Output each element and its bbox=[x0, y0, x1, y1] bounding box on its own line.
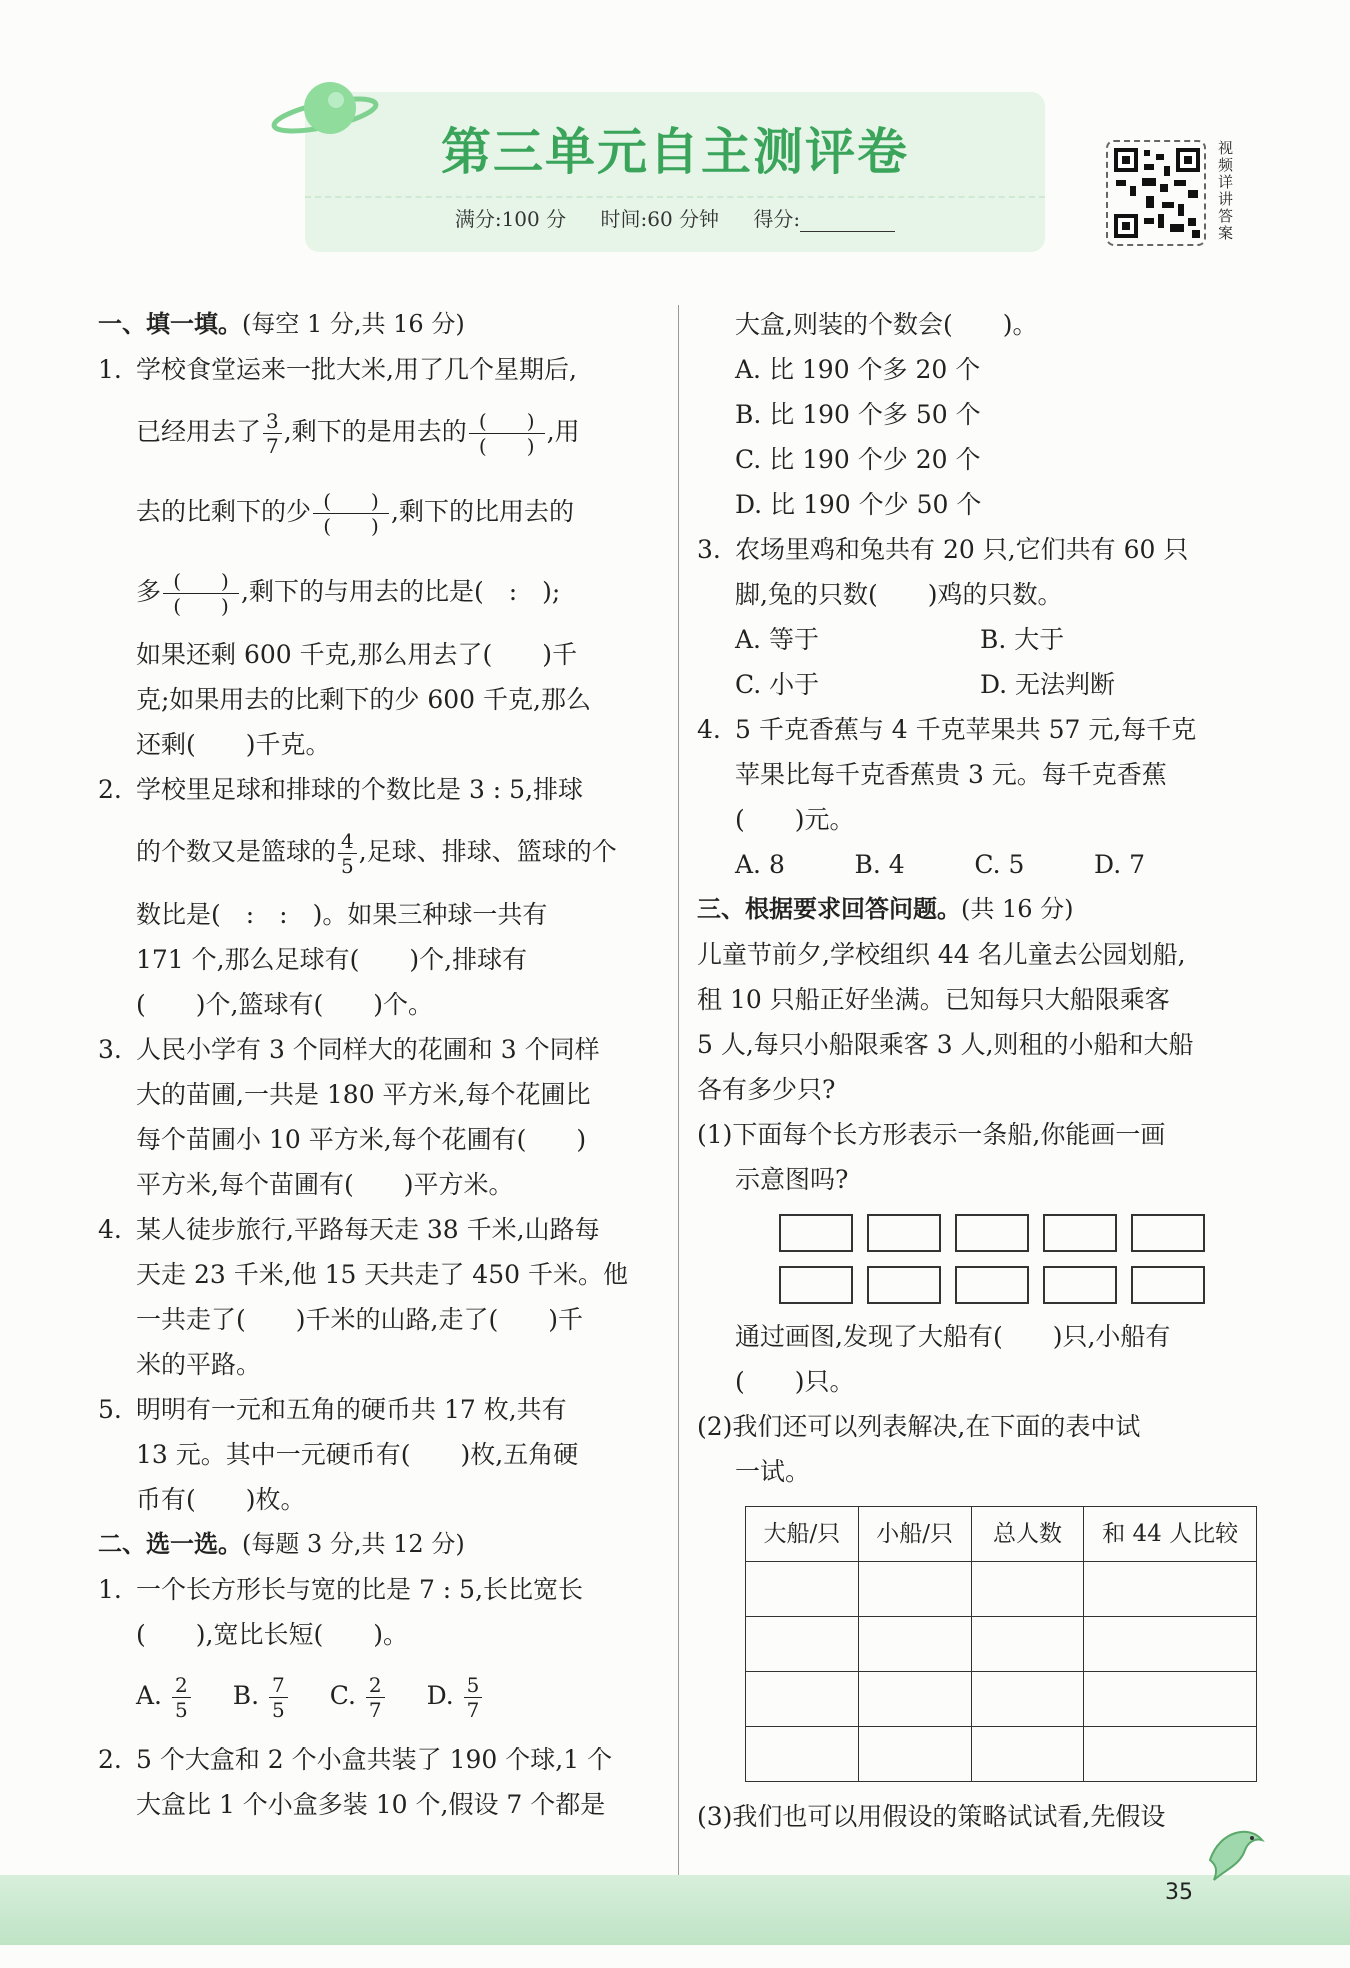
boat-box[interactable] bbox=[955, 1266, 1029, 1304]
boat-box[interactable] bbox=[867, 1214, 941, 1252]
boat-box[interactable] bbox=[779, 1214, 853, 1252]
fraction-blank[interactable]: $\frac{( )}{( )}$ bbox=[469, 409, 545, 458]
table-header: 小船/只 bbox=[858, 1507, 971, 1562]
table-row[interactable] bbox=[746, 1562, 1257, 1617]
answer-table bbox=[745, 1506, 1257, 1782]
time-limit: 时间:60 分钟 bbox=[600, 207, 720, 231]
fraction-blank[interactable]: $\frac{( )}{( )}$ bbox=[313, 489, 389, 538]
option-c[interactable]: C. 5 bbox=[974, 850, 1025, 879]
score-field[interactable] bbox=[800, 213, 895, 232]
banner-divider bbox=[305, 196, 1045, 198]
option-c[interactable]: C. 比 190 个少 20 个 bbox=[735, 445, 981, 474]
column-divider bbox=[678, 305, 679, 1880]
question-2-2-continued: 大盒,则装的个数会( )。 bbox=[735, 310, 1038, 339]
table-header: 总人数 bbox=[971, 1507, 1084, 1562]
boat-box[interactable] bbox=[1043, 1266, 1117, 1304]
page-number: 35 bbox=[1165, 1880, 1193, 1905]
full-score: 满分:100 分 bbox=[454, 207, 567, 231]
question-1-2: 2. 学校里足球和排球的个数比是 3 : 5,排球 的个数又是篮球的 $\frac{4}{5}$ ,足球、排球、篮球的个 数比是( : : )。如果三种球一共有 171 个,那么足球有( )个,排球有 ( )个,篮球有( )个。 bbox=[98, 775, 617, 1019]
question-1-1: 1. 学校食堂运来一批大米,用了几个星期后, 已经用去了 $\frac{3}{7}$ ,剩下的是用去的 $\frac{( )}{( )}$ ,用 去的比剩下的少 $\frac{( )}{( )}$ ,剩下的比用去的 多 $\frac{( )}{( )}$ ,剩下的与用去的比是( : ); 如果还剩 600 千克,那么用去了( )千 克;如果用去的比剩下的少 600 千克,那么 还剩( )千克。 bbox=[98, 355, 591, 759]
score-label: 得分: bbox=[753, 207, 801, 231]
footer-band bbox=[0, 1875, 1350, 1945]
question-1-5: 5. 明明有一元和五角的硬币共 17 枚,共有 13 元。其中一元硬币有( )枚,五角硬 币有( )枚。 bbox=[98, 1395, 579, 1514]
question-1-3: 3. 人民小学有 3 个同样大的花圃和 3 个同样 大的苗圃,一共是 180 平方米,每个花圃比 每个苗圃小 10 平方米,每个花圃有( ) 平方米,每个苗圃有( )平方米。 bbox=[98, 1035, 600, 1199]
right-column bbox=[697, 302, 1257, 1839]
left-column bbox=[98, 302, 658, 1827]
option-a[interactable]: A. 8 bbox=[735, 850, 785, 879]
boat-box[interactable] bbox=[779, 1266, 853, 1304]
option-b[interactable]: B. 大于 bbox=[980, 625, 1065, 654]
table-row[interactable] bbox=[746, 1727, 1257, 1782]
option-c[interactable]: C. $\frac{2}{7}$ bbox=[330, 1673, 387, 1722]
boat-box[interactable] bbox=[955, 1214, 1029, 1252]
option-d[interactable]: D. $\frac{5}{7}$ bbox=[427, 1673, 485, 1722]
fraction: $\frac{4}{5}$ bbox=[338, 829, 357, 878]
table-row[interactable] bbox=[746, 1672, 1257, 1727]
option-b[interactable]: B. 4 bbox=[854, 850, 905, 879]
option-b[interactable]: B. $\frac{7}{5}$ bbox=[233, 1673, 290, 1722]
qr-code[interactable] bbox=[1106, 140, 1206, 246]
fraction: $\frac{3}{7}$ bbox=[263, 409, 282, 458]
boat-box[interactable] bbox=[1131, 1214, 1205, 1252]
boat-boxes[interactable] bbox=[779, 1214, 1257, 1304]
fraction-blank[interactable]: $\frac{( )}{( )}$ bbox=[163, 569, 239, 618]
question-2-1: 1. 一个长方形长与宽的比是 7 : 5,长比宽长 ( ),宽比长短( )。 A. $\frac{2}{5}$ B. $\frac{7}{5}$ C. $\frac{2}{7}$ D. $\frac{5}{7}$ bbox=[98, 1567, 658, 1737]
dolphin-icon bbox=[1200, 1820, 1270, 1890]
boat-box[interactable] bbox=[867, 1266, 941, 1304]
question-2-3: 3. 农场里鸡和兔共有 20 只,它们共有 60 只 脚,兔的只数( )鸡的只数。 A. 等于 B. 大于 C. 小于 D. 无法判断 bbox=[697, 527, 1257, 707]
exam-meta bbox=[305, 203, 1045, 232]
sub-question-1: (1)下面每个长方形表示一条船,你能画一画 示意图吗? 通过画图,发现了大船有( )只,小船有 ( )只。 bbox=[697, 1112, 1257, 1404]
qr-code-icon bbox=[1114, 148, 1200, 238]
option-a[interactable]: A. 等于 bbox=[735, 625, 819, 654]
option-c[interactable]: C. 小于 bbox=[735, 670, 820, 699]
option-b[interactable]: B. 比 190 个多 50 个 bbox=[735, 400, 981, 429]
boat-box[interactable] bbox=[1131, 1266, 1205, 1304]
table-row[interactable] bbox=[746, 1617, 1257, 1672]
section-3-heading: 三、根据要求回答问题。(共 16 分) bbox=[697, 895, 1074, 923]
page-title: 第三单元自主测评卷 bbox=[441, 123, 909, 181]
table-header: 大船/只 bbox=[746, 1507, 859, 1562]
table-header: 和 44 人比较 bbox=[1084, 1507, 1257, 1562]
option-d[interactable]: D. 无法判断 bbox=[980, 670, 1116, 699]
sub-question-3: (3)我们也可以用假设的策略试试看,先假设 bbox=[697, 1802, 1166, 1831]
qr-caption: 视频详讲答案 bbox=[1218, 139, 1234, 242]
section-1-heading: 一、填一填。(每空 1 分,共 16 分) bbox=[98, 310, 465, 338]
option-d[interactable]: D. 7 bbox=[1094, 850, 1145, 879]
question-2-4: 4. 5 千克香蕉与 4 千克苹果共 57 元,每千克 苹果比每千克香蕉贵 3 元。每千克香蕉 ( )元。 A. 8 B. 4 C. 5 D. 7 bbox=[697, 707, 1257, 887]
question-1-4: 4. 某人徒步旅行,平路每天走 38 千米,山路每 天走 23 千米,他 15 天共走了 450 千米。他 一共走了( )千米的山路,走了( )千 米的平路。 bbox=[98, 1215, 628, 1379]
option-d[interactable]: D. 比 190 个少 50 个 bbox=[735, 490, 982, 519]
sub-question-2: (2)我们还可以列表解决,在下面的表中试 一试。 大船/只 小船/只 总人数 和 44 人比较 bbox=[697, 1404, 1257, 1782]
boat-box[interactable] bbox=[1043, 1214, 1117, 1252]
problem-text: 儿童节前夕,学校组织 44 名儿童去公园划船, 租 10 只船正好坐满。已知每只大船限乘客 5 人,每只小船限乘客 3 人,则租的小船和大船 各有多少只? bbox=[697, 940, 1194, 1104]
option-a[interactable]: A. 比 190 个多 20 个 bbox=[735, 355, 981, 384]
question-2-2: 2. 5 个大盒和 2 个小盒共装了 190 个球,1 个 大盒比 1 个小盒多装 10 个,假设 7 个都是 bbox=[98, 1745, 613, 1819]
section-2-heading: 二、选一选。(每题 3 分,共 12 分) bbox=[98, 1530, 465, 1558]
table-header-row bbox=[746, 1507, 1257, 1562]
options-2-1 bbox=[136, 1657, 658, 1737]
option-a[interactable]: A. $\frac{2}{5}$ bbox=[136, 1673, 193, 1722]
